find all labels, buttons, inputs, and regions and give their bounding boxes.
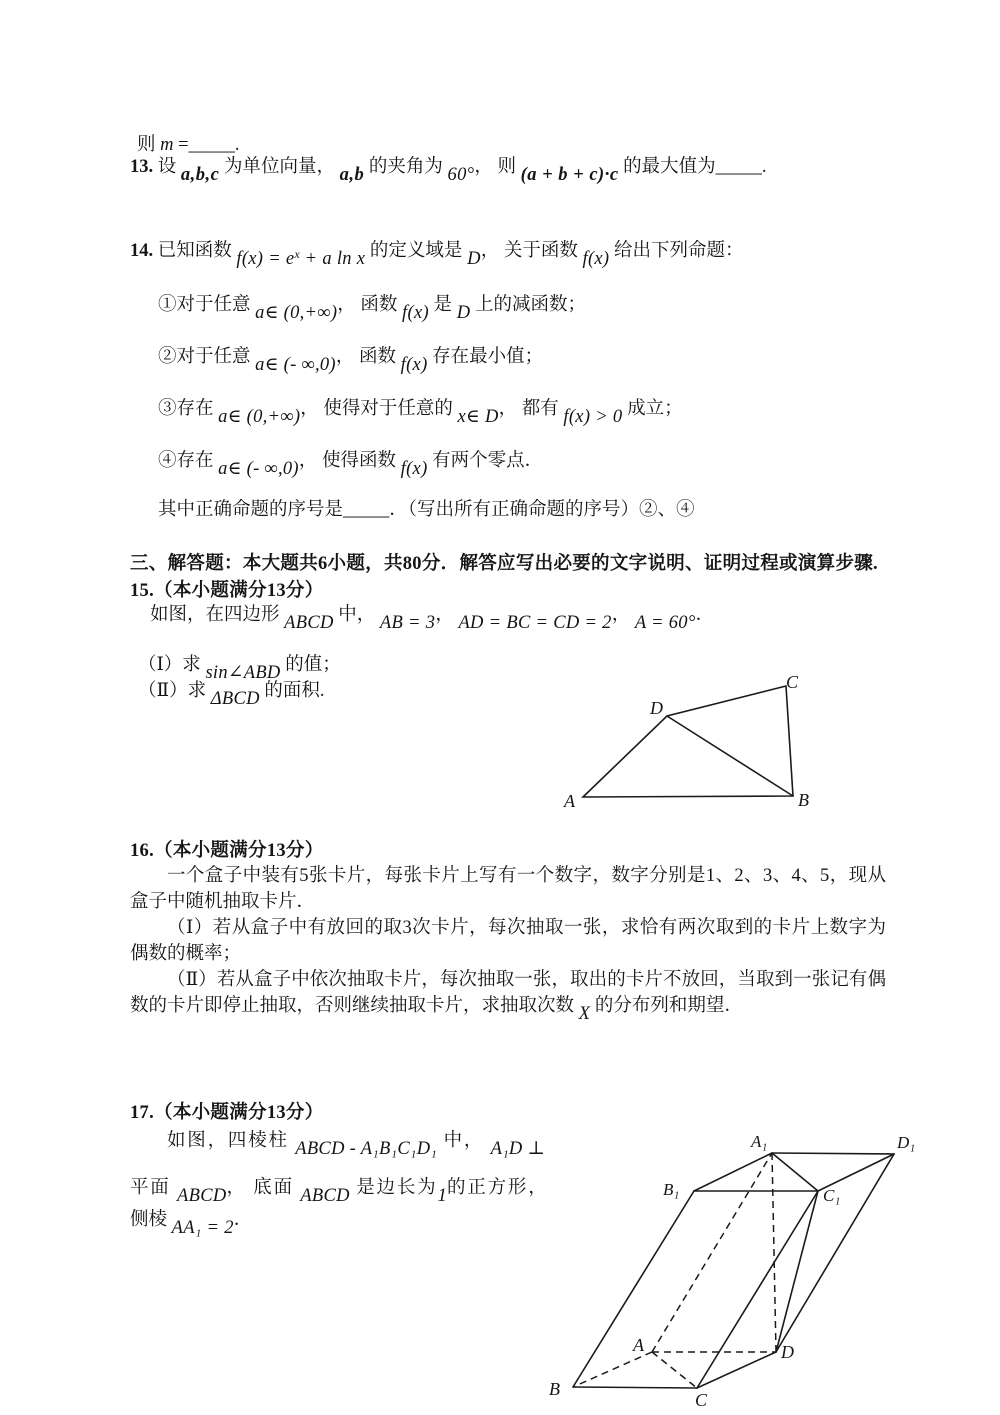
edge-CC1 xyxy=(697,1191,818,1388)
question-15-part-2 xyxy=(138,680,325,709)
text-segment: 则 xyxy=(137,135,161,155)
math-segment: f(x) xyxy=(582,249,610,269)
math-segment: x xyxy=(294,247,300,261)
text-segment: ， 关于函数 xyxy=(480,241,583,261)
text-segment: 的定义域是 xyxy=(365,241,468,261)
edge-BC xyxy=(573,1387,697,1388)
math-segment: ABCD - A₁B₁C₁D₁ xyxy=(295,1139,438,1159)
edge-DD1 xyxy=(776,1154,894,1352)
vertex-label-C: C xyxy=(786,672,799,692)
question-12-tail xyxy=(137,134,239,156)
vertex-label-D: D xyxy=(650,698,663,718)
text-segment: 是边长为 xyxy=(349,1178,438,1198)
math-segment: + a ln x xyxy=(299,249,366,269)
text-segment: _____. xyxy=(188,135,240,155)
text-segment: ②对于任意 xyxy=(158,347,256,367)
math-segment: a∈ (- ∞,0) xyxy=(218,459,299,479)
edge-AB-hidden xyxy=(573,1352,652,1387)
math-segment: f(x) > 0 xyxy=(563,407,623,427)
vertex-label-D: D xyxy=(781,1342,794,1362)
question-17-line-3 xyxy=(130,1209,253,1238)
math-segment: 60° xyxy=(447,165,475,185)
text-segment: （Ⅰ）求 xyxy=(138,655,206,675)
math-segment: a∈ (- ∞,0) xyxy=(255,355,336,375)
text-segment: 的最大值为_____. xyxy=(618,157,767,177)
text-segment: 如图，四棱柱 xyxy=(167,1131,296,1151)
question-17-line-2 xyxy=(130,1177,549,1206)
question-14-item-3 xyxy=(158,398,683,427)
math-segment: a,b xyxy=(339,165,365,185)
text-segment: 上的减函数； xyxy=(470,295,586,315)
math-segment: sin∠ABD xyxy=(205,663,281,683)
question-15-given xyxy=(150,604,715,633)
math-segment: ABCD xyxy=(284,613,334,633)
text-segment: 的值； xyxy=(280,655,341,675)
text-segment: ③存在 xyxy=(158,399,219,419)
vertex-label-B: B xyxy=(798,790,809,810)
question-15-header: 15.（本小题满分13分） xyxy=(130,581,324,601)
question-14-conclusion xyxy=(158,499,695,521)
vertex-label-C: C xyxy=(695,1390,708,1410)
text-segment: ④存在 xyxy=(158,451,219,471)
text-segment: 侧棱 xyxy=(130,1210,172,1230)
math-segment: f(x) xyxy=(400,355,428,375)
question-16-header: 16.（本小题满分13分） xyxy=(130,841,324,861)
edge-BB1 xyxy=(573,1191,694,1387)
math-segment: a,b,c xyxy=(180,165,220,185)
text-segment: ． xyxy=(233,1210,253,1230)
math-segment: f(x) xyxy=(400,459,428,479)
math-segment: f(x) = e xyxy=(236,249,295,269)
vertex-label-B1: B₁ xyxy=(663,1180,680,1199)
math-segment: m xyxy=(160,135,174,155)
section-3-header: 三、解答题：本大题共6小题，共80分．解答应写出必要的文字说明、证明过程或演算步骤. xyxy=(130,554,878,574)
text-segment: ， 使得对于任意的 xyxy=(300,399,458,419)
vertex-label-B: B xyxy=(549,1379,560,1399)
question-16-para-1 xyxy=(130,863,886,915)
math-segment: ABCD xyxy=(300,1186,350,1206)
question-16-para-2 xyxy=(130,915,886,967)
text-segment: ， 使得函数 xyxy=(298,451,401,471)
math-segment: D xyxy=(456,303,471,323)
text-segment: 中， xyxy=(437,1131,491,1151)
math-segment: AD = BC = CD = 2 xyxy=(458,613,612,633)
math-segment: (a + b + c)·c xyxy=(520,165,619,185)
edge-A1D1 xyxy=(772,1153,894,1154)
question-17-line-1 xyxy=(130,1130,546,1159)
edge-A1D-hidden xyxy=(772,1153,776,1352)
question-15-part-1 xyxy=(138,654,341,683)
math-segment: A₁D ⊥ xyxy=(490,1139,546,1159)
edge-AC-hidden xyxy=(652,1352,697,1388)
text-segment: ， xyxy=(611,605,635,625)
vertex-label-A: A xyxy=(564,791,575,811)
question-16-para-3 xyxy=(130,967,886,1024)
diagonal-DB xyxy=(667,716,793,796)
text-segment: 已知函数 xyxy=(153,241,237,261)
text-segment: 成立； xyxy=(622,399,683,419)
question-13 xyxy=(130,156,767,185)
text-segment: 的夹角为 xyxy=(364,157,448,177)
vertex-label-C1: C₁ xyxy=(823,1186,841,1205)
text-segment: 设 xyxy=(153,157,181,177)
math-segment: AB = 3 xyxy=(379,613,436,633)
math-segment: 1 xyxy=(437,1186,448,1206)
question-14-item-1 xyxy=(158,294,586,323)
question-17-header: 17.（本小题满分13分） xyxy=(130,1103,324,1123)
text-segment: 平面 xyxy=(130,1178,178,1198)
prism-figure xyxy=(545,1125,923,1415)
text-segment: ， 则 xyxy=(474,157,521,177)
text-segment: ①对于任意 xyxy=(158,295,256,315)
quadrilateral-outline xyxy=(583,686,793,797)
vertex-label-D1: D₁ xyxy=(897,1133,916,1152)
text-segment: 14. xyxy=(130,241,154,261)
text-segment: 13. xyxy=(130,157,154,177)
text-segment: 的正方形， xyxy=(447,1178,549,1198)
math-segment: D xyxy=(467,249,481,269)
question-14-intro xyxy=(130,240,744,269)
vertex-label-A1: A₁ xyxy=(751,1132,768,1151)
math-segment: ABCD xyxy=(177,1186,227,1206)
quadrilateral-figure xyxy=(558,666,820,814)
text-segment: 有两个零点． xyxy=(427,451,544,471)
vertex-label-A: A xyxy=(633,1335,644,1355)
text-segment: 其中正确命题的序号是_____．（写出所有正确命题的序号）②、④ xyxy=(158,500,695,520)
math-segment: a∈ (0,+∞) xyxy=(218,407,301,427)
math-segment: AA₁ = 2 xyxy=(171,1218,234,1238)
text-segment: 存在最小值； xyxy=(427,347,544,367)
math-segment: X xyxy=(578,1004,591,1024)
math-segment: A = 60° xyxy=(634,613,696,633)
text-segment: 是 xyxy=(428,295,457,315)
text-segment: 中， xyxy=(333,605,380,625)
text-segment: （Ⅱ）若从盒子中依次抽取卡片，每次抽取一张，取出的卡片不放回，当取到一张记有偶数的卡片即停止抽取，否则继续抽取卡片，求抽取次数 xyxy=(130,970,886,1016)
text-segment: （Ⅰ）若从盒子中有放回的取3次卡片，每次抽取一张，求恰有两次取到的卡片上数字为偶数的概率； xyxy=(130,918,886,964)
text-segment: ， 都有 xyxy=(498,399,564,419)
edge-DC1 xyxy=(776,1191,818,1352)
text-segment: （Ⅱ）求 xyxy=(138,681,211,701)
question-14-item-2 xyxy=(158,346,544,375)
text-segment: ， 底面 xyxy=(226,1178,301,1198)
text-segment: 为单位向量， xyxy=(219,157,340,177)
math-segment: x∈ D xyxy=(457,407,499,427)
math-segment: a∈ (0,+∞) xyxy=(255,303,338,323)
math-segment: f(x) xyxy=(402,303,429,323)
question-16-body xyxy=(130,863,886,1024)
math-segment: ΔBCD xyxy=(210,689,260,709)
question-14-item-4 xyxy=(158,450,544,479)
text-segment: = xyxy=(173,135,189,155)
text-segment: 给出下列命题： xyxy=(609,241,744,261)
text-segment: ， 函数 xyxy=(337,295,403,315)
text-segment: ， xyxy=(435,605,459,625)
text-segment: 如图，在四边形 xyxy=(150,605,285,625)
text-segment: 的面积. xyxy=(259,681,325,701)
edge-A1C1 xyxy=(772,1153,818,1191)
text-segment: 的分布列和期望． xyxy=(590,996,743,1016)
text-segment: ， 函数 xyxy=(335,347,401,367)
text-segment: 一个盒子中装有5张卡片，每张卡片上写有一个数字，数字分别是1、2、3、4、5，现从盒子中随机抽取卡片． xyxy=(130,866,886,912)
text-segment: ． xyxy=(695,605,715,625)
